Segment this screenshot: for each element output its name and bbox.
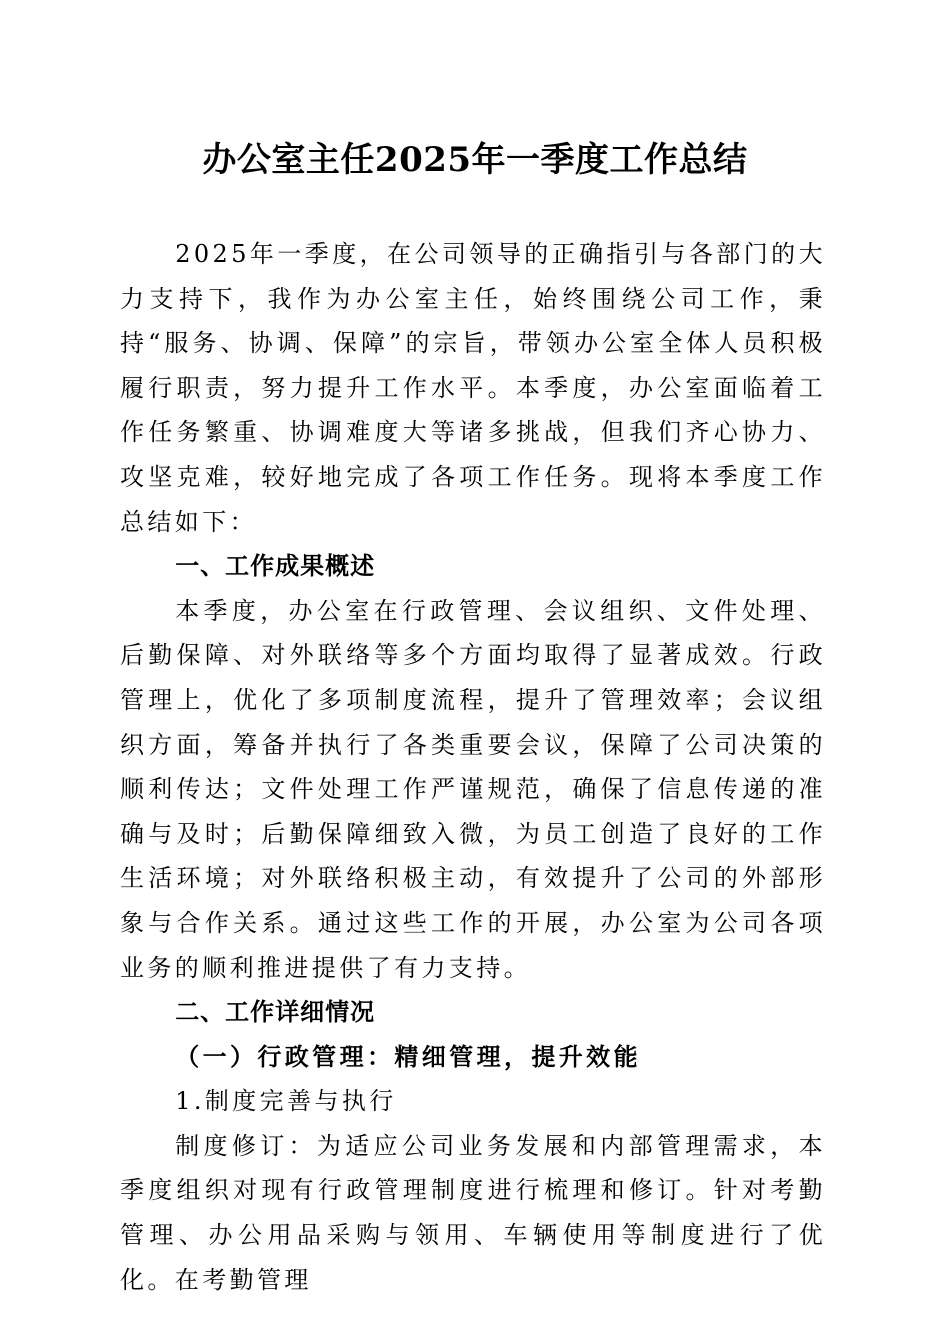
document-title: 办公室主任2025年一季度工作总结 — [202, 140, 748, 180]
section-heading-1: 一、工作成果概述 — [175, 552, 376, 581]
detail-paragraph: 制度修订：为适应公司业务发展和内部管理需求，本季度组织对现有行政管理制度进行梳理和修订。针对考勤管理、办公用品采购与领用、车辆使用等制度进行了优化。在考勤管理 — [120, 1131, 826, 1294]
summary-paragraph: 本季度，办公室在行政管理、会议组织、文件处理、后勤保障、对外联络等多个方面均取得了显著成效。行政管理上，优化了多项制度流程，提升了管理效率；会议组织方面，筹备并执行了各类重要会议，保障了公司决策的顺利传达；文件处理工作严谨规范，确保了信息传递的准确与及时；后勤保障细致入微，为员工创造了良好的工作生活环境；对外联络积极主动，有效提升了公司的外部形象与合作关系。通过这些工作的开展，办公室为公司各项业务的顺利推进提供了有力支持。 — [120, 596, 826, 982]
section-heading-2: 二、工作详细情况 — [175, 998, 376, 1027]
item-heading-1: 1.制度完善与执行 — [175, 1087, 397, 1116]
document-body — [120, 232, 826, 1302]
intro-paragraph: 2025年一季度，在公司领导的正确指引与各部门的大力支持下，我作为办公室主任，始终围绕公司工作，秉持“服务、协调、保障”的宗旨，带领办公室全体人员积极履行职责，努力提升工作水平。本季度，办公室面临着工作任务繁重、协调难度大等诸多挑战，但我们齐心协力、攻坚克难，较好地完成了各项工作任务。现将本季度工作总结如下： — [120, 240, 826, 536]
subsection-heading-1: （一）行政管理：精细管理，提升效能 — [175, 1041, 641, 1071]
